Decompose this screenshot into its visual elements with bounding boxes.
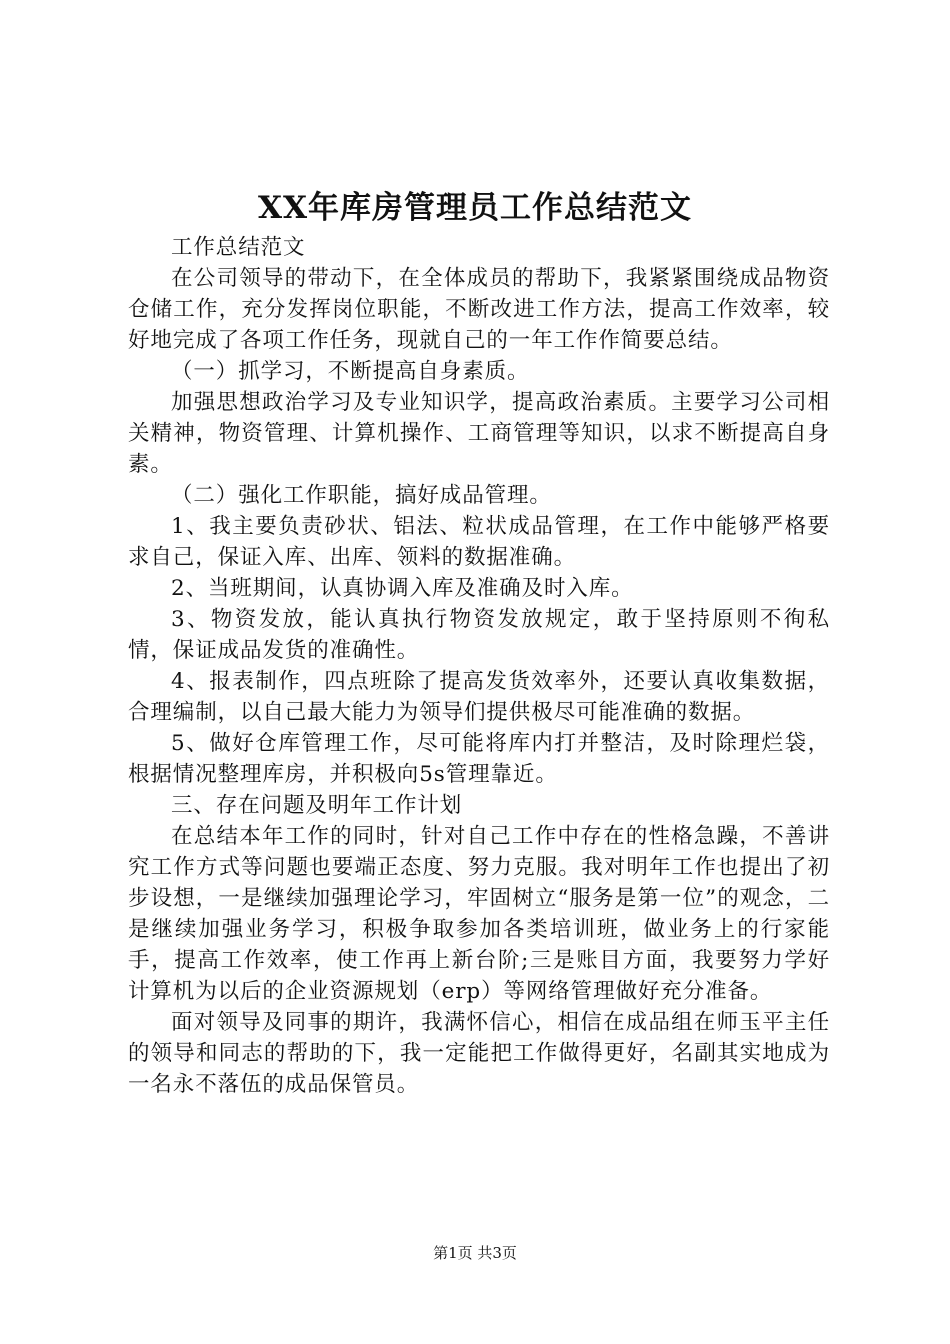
list-item: 2、当班期间，认真协调入库及准确及时入库。 <box>171 576 634 601</box>
document-title: XX年库房管理员工作总结范文 <box>257 190 693 226</box>
paragraph: 在总结本年工作的同时，针对自己工作中存在的性格急躁，不善讲究工作方式等问题也要端正态度、努力克服。我对明年工作也提出了初步设想，一是继续加强理论学习，牢固树立“服务是第一位”的观念，二是继续加强业务学习，积极争取参加各类培训班，做业务上的行家能手，提高工作效率，使工作再上新台阶;三是账目方面，我要努力学好计算机为以后的企业资源规划（erp）等网络管理做好充分准备。 <box>128 824 830 1004</box>
document-body <box>128 232 830 1100</box>
paragraph: 加强思想政治学习及专业知识学，提高政治素质。主要学习公司相关精神，物资管理、计算机操作、工商管理等知识，以求不断提高自身素。 <box>128 390 830 477</box>
page-footer: 第1页 共3页 <box>433 1244 517 1262</box>
list-item: 3、物资发放，能认真执行物资发放规定，敢于坚持原则不徇私情，保证成品发货的准确性。 <box>128 607 830 663</box>
list-item: 1、我主要负责砂状、铝法、粒状成品管理，在工作中能够严格要求自己，保证入库、出库、领料的数据准确。 <box>128 514 830 570</box>
paragraph: 在公司领导的带动下，在全体成员的帮助下，我紧紧围绕成品物资仓储工作，充分发挥岗位职能，不断改进工作方法，提高工作效率，较好地完成了各项工作任务，现就自己的一年工作作简要总结。 <box>128 266 830 353</box>
paragraph-heading: 工作总结范文 <box>171 235 306 260</box>
section-heading: （二）强化工作职能，搞好成品管理。 <box>171 483 552 508</box>
paragraph: 面对领导及同事的期许，我满怀信心，相信在成品组在师玉平主任的领导和同志的帮助的下，我一定能把工作做得更好，名副其实地成为一名永不落伍的成品保管员。 <box>128 1010 830 1097</box>
section-heading: 三、存在问题及明年工作计划 <box>171 793 463 818</box>
list-item: 4、报表制作，四点班除了提高发货效率外，还要认真收集数据，合理编制，以自己最大能力为领导们提供极尽可能准确的数据。 <box>128 669 830 725</box>
list-item: 5、做好仓库管理工作，尽可能将库内打并整洁，及时除理烂袋，根据情况整理库房，并积极向5s管理靠近。 <box>128 731 830 787</box>
section-heading: （一）抓学习，不断提高自身素质。 <box>171 359 530 384</box>
